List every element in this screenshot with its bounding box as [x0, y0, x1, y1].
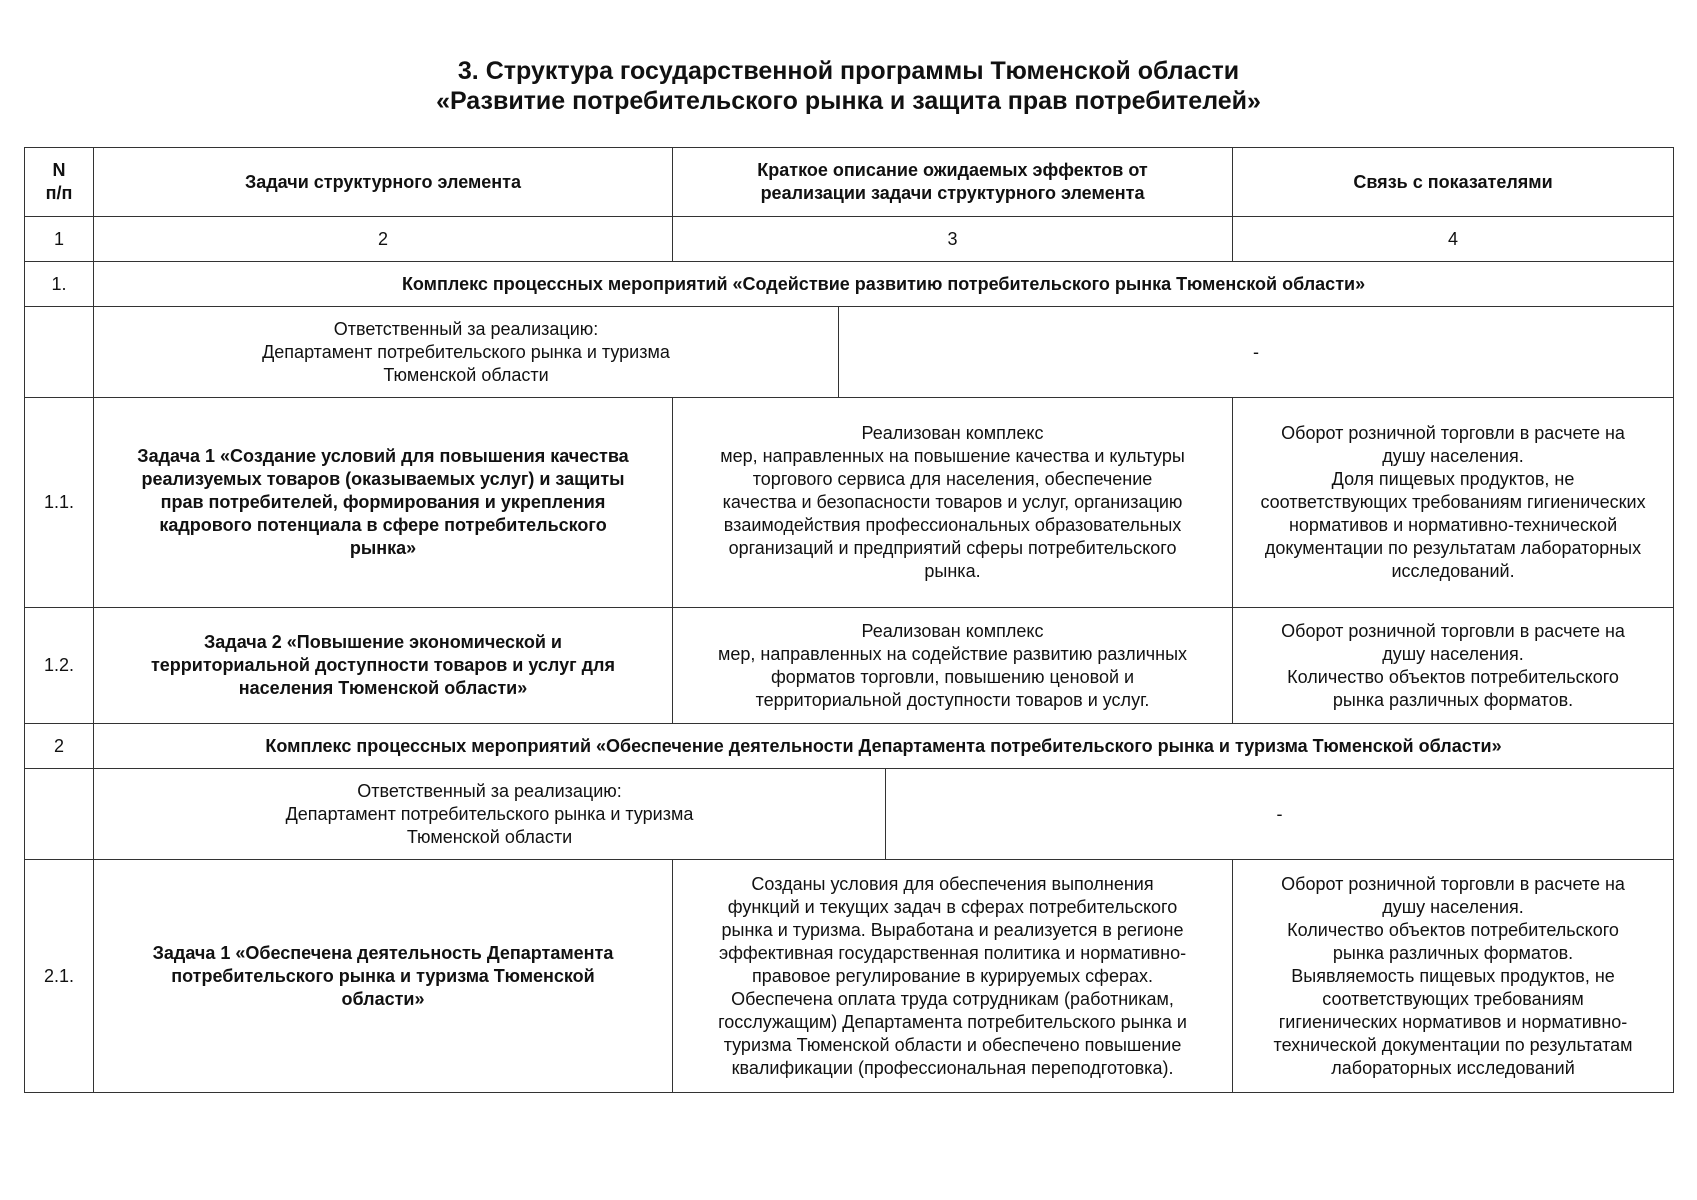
table-header-row — [25, 148, 1674, 217]
title-line-1: 3. Структура государственной программы Тюменской области — [457, 57, 1240, 85]
task-num: 1.2. — [25, 608, 94, 724]
section-num: 1. — [25, 262, 94, 307]
responsible-row — [25, 307, 1674, 398]
header-indicators: Связь с показателями — [1233, 148, 1674, 217]
section-title: Комплекс процессных мероприятий «Содействие развитию потребительского рынка Тюменской области» — [94, 262, 1674, 307]
task-row — [25, 398, 1674, 608]
task-indicators: Оборот розничной торговли в расчете на душу населения. Количество объектов потребительского рынка различных форматов. — [1233, 608, 1674, 724]
section-row — [25, 724, 1674, 769]
section-title: Комплекс процессных мероприятий «Обеспечение деятельности Департамента потребительского рынка и туризма Тюменской области» — [94, 724, 1674, 769]
responsible-num — [25, 307, 94, 398]
responsible-link: - — [839, 307, 1674, 398]
task-text: Задача 1 «Обеспечена деятельность Департамента потребительского рынка и туризма Тюменской области» — [94, 860, 673, 1093]
task-effect: Созданы условия для обеспечения выполнения функций и текущих задач в сферах потребительского рынка и туризма. Выработана и реализуется в регионе эффективная государственная политика и нормативно- правовое регулирование в курируемых сферах. Обеспечена оплата труда сотрудникам (работникам, госслужащим) Департамента потребительского рынка и туризма Тюменской области и обеспечено повышение квалификации (профессиональная переподготовка). — [673, 860, 1233, 1093]
task-row — [25, 860, 1674, 1093]
task-effect: Реализован комплекс мер, направленных на повышение качества и культуры торгового сервиса для населения, обеспечение качества и безопасности товаров и услуг, организацию взаимодействия профессиональных образовательных организаций и предприятий сферы потребительского рынка. — [673, 398, 1233, 608]
numbering-cell: 2 — [94, 217, 673, 262]
responsible-row — [25, 769, 1674, 860]
task-num: 2.1. — [25, 860, 94, 1093]
responsible-cell: Ответственный за реализацию: Департамент потребительского рынка и туризма Тюменской области — [94, 307, 839, 398]
structure-table — [24, 147, 1674, 1093]
header-num: N п/п — [25, 148, 94, 217]
task-row — [25, 608, 1674, 724]
section-row — [25, 262, 1674, 307]
numbering-cell: 1 — [25, 217, 94, 262]
section-num: 2 — [25, 724, 94, 769]
responsible-cell: Ответственный за реализацию: Департамент потребительского рынка и туризма Тюменской области — [94, 769, 886, 860]
task-text: Задача 1 «Создание условий для повышения качества реализуемых товаров (оказываемых услуг) и защиты прав потребителей, формирования и укрепления кадрового потенциала в сфере потребительского рынка» — [94, 398, 673, 608]
title-line-2: «Развитие потребительского рынка и защита прав потребителей» — [436, 87, 1261, 115]
task-text: Задача 2 «Повышение экономической и территориальной доступности товаров и услуг для населения Тюменской области» — [94, 608, 673, 724]
numbering-row — [25, 217, 1674, 262]
header-effects: Краткое описание ожидаемых эффектов от реализации задачи структурного элемента — [673, 148, 1233, 217]
task-indicators: Оборот розничной торговли в расчете на душу населения. Количество объектов потребительского рынка различных форматов. Выявляемость пищевых продуктов, не соответствующих требованиям гигиенических нормативов и нормативно- технической документации по результатам лабораторных исследований — [1233, 860, 1674, 1093]
header-tasks: Задачи структурного элемента — [94, 148, 673, 217]
numbering-cell: 3 — [673, 217, 1233, 262]
responsible-num — [25, 769, 94, 860]
task-indicators: Оборот розничной торговли в расчете на душу населения. Доля пищевых продуктов, не соответствующих требованиям гигиенических нормативов и нормативно-технической документации по результатам лабораторных исследований. — [1233, 398, 1674, 608]
document-title — [0, 56, 1697, 116]
numbering-cell: 4 — [1233, 217, 1674, 262]
responsible-link: - — [886, 769, 1674, 860]
task-num: 1.1. — [25, 398, 94, 608]
task-effect: Реализован комплекс мер, направленных на содействие развитию различных форматов торговли, повышению ценовой и территориальной доступности товаров и услуг. — [673, 608, 1233, 724]
